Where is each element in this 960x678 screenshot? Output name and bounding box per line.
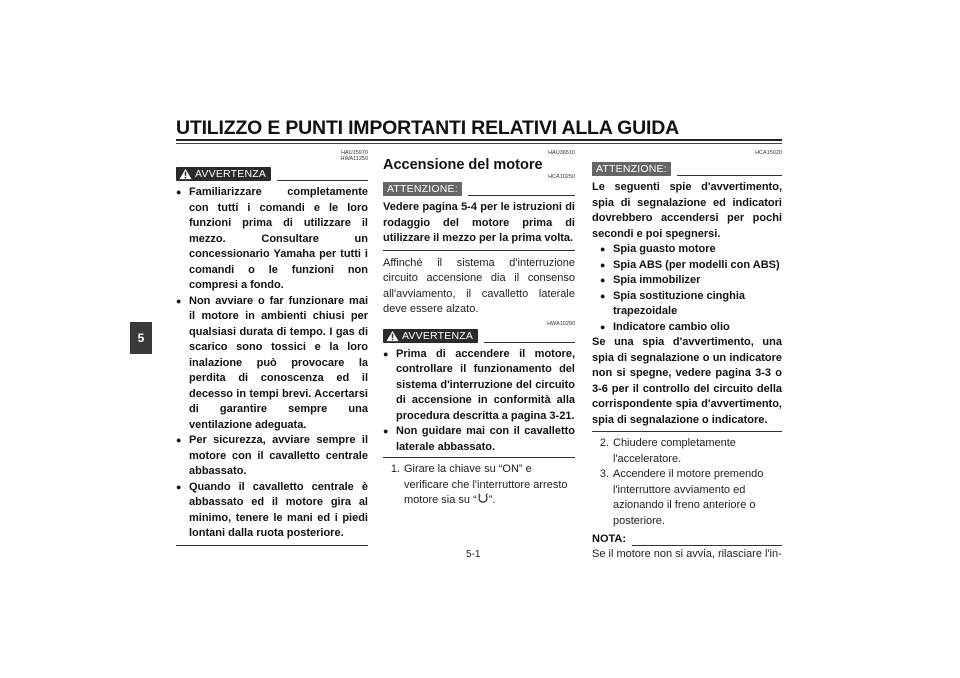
chapter-tab: 5 — [130, 322, 152, 354]
list-item — [600, 289, 782, 320]
step-text: Accendere il motore premendo l'interruttore avviamento ed azionando il freno anteriore o posteriore. — [613, 468, 764, 527]
list-item — [176, 185, 368, 294]
attention-badge: ATTENZIONE: — [383, 182, 462, 196]
bullet-icon: ● — [600, 290, 606, 301]
warning-end-rule — [383, 457, 575, 458]
warning-header — [176, 166, 368, 182]
list-item-text: Quando il cavalletto centrale è abbassato ed il motore gira al minimo, tenere le mani ed i piedi lontani dalla ruota posteriore. — [189, 480, 368, 539]
reference-code: HAU15970 — [341, 150, 368, 156]
step-number: 2. — [599, 437, 609, 449]
warning-rule — [277, 180, 368, 181]
bullet-icon: ● — [600, 275, 606, 285]
attention-text: Le seguenti spie d'avvertimento, spia di segnalazione ed indicatori dovrebbero accendersi per pochi secondi e poi spegnersi. — [592, 181, 782, 240]
note-text: Se il motore non si avvia, rilasciare l'in- — [592, 548, 782, 560]
note-header — [592, 533, 782, 547]
column-1 — [176, 150, 368, 546]
list-item — [600, 258, 782, 274]
attention-end-rule — [592, 431, 782, 432]
reference-code: HWA11250 — [340, 156, 368, 162]
warning-triangle-icon — [386, 330, 399, 342]
engine-run-icon — [477, 493, 489, 504]
step-item — [592, 436, 782, 467]
paragraph: Affinché il sistema d'interruzione circuito accensione dia il consenso all'avviamento, il cavalletto laterale deve essere alzato. — [383, 256, 575, 315]
step-text-main: Girare la chiave su “ON” e verificare che l'interruttore arresto motore sia su “ — [404, 463, 568, 506]
list-item-text: Spia sostituzione cinghia trapezoidale — [613, 289, 746, 317]
list-item-text: Non guidare mai con il cavalletto laterale abbassato. — [396, 425, 575, 453]
list-item — [383, 424, 575, 455]
title-rule — [176, 139, 782, 141]
step-number: 1. — [390, 463, 400, 475]
list-item-text: Spia ABS (per modelli con ABS) — [613, 258, 780, 271]
attention-note: Se una spia d'avvertimento, una spia di segnalazione o un indicatore non si spegne, vedere pagina 3-3 o 3-6 per il controllo del circuito della corrispondente spia d'avvertimento, spia di segnalazione o indicatore. — [592, 336, 782, 426]
warning-end-rule — [176, 545, 368, 546]
column-2 — [383, 150, 575, 509]
title-rule-thin — [176, 143, 782, 144]
step-text: Chiudere completamente l'acceleratore. — [613, 437, 736, 465]
section-title: Accensione del motore — [383, 157, 543, 173]
step-item — [383, 462, 575, 509]
list-item-text: Per sicurezza, avviare sempre il motore con il cavalletto centrale abbassato. — [189, 434, 368, 477]
warning-label: AVVERTENZA — [402, 329, 474, 342]
bullet-icon: ● — [176, 295, 182, 306]
list-item-text: Familiarizzare completamente con tutti i comandi e le loro funzioni prima di utilizzare il mezzo. Consultare un concessionario Yamaha per tutti i comandi o le funzioni non compresi a fondo. — [189, 186, 368, 291]
warning-header — [383, 328, 575, 344]
step-number: 3. — [599, 468, 609, 480]
reference-code: HAU36510 — [548, 150, 575, 156]
list-item — [600, 273, 782, 289]
list-item-text: Spia guasto motore — [613, 243, 716, 255]
list-item — [600, 320, 782, 336]
step-text-end: ”. — [488, 494, 496, 506]
note-label: NOTA: — [592, 533, 627, 546]
note-rule — [632, 545, 782, 546]
attention-badge: ATTENZIONE: — [592, 162, 671, 176]
bullet-icon: ● — [176, 481, 182, 492]
bullet-icon: ● — [383, 348, 389, 359]
list-item-text: Indicatore cambio olio — [613, 320, 730, 333]
list-item — [176, 433, 368, 480]
bullet-icon: ● — [176, 435, 182, 445]
page-title: UTILIZZO E PUNTI IMPORTANTI RELATIVI ALLA GUIDA — [176, 117, 679, 139]
warning-triangle-icon — [179, 168, 192, 180]
warning-badge — [383, 329, 478, 343]
bullet-icon: ● — [600, 244, 606, 254]
list-item-text: Prima di accendere il motore, controllare il funzionamento del sistema d'interruzione del circuito di accensione in conformità alla procedura descritta a pagina 3-21. — [396, 347, 575, 422]
reference-code: HCA10250 — [548, 174, 575, 180]
bullet-icon: ● — [600, 321, 606, 332]
attention-header — [592, 161, 782, 177]
step-text — [404, 462, 575, 509]
list-item-text: Non avviare o far funzionare mai il motore in ambienti chiusi per qualsiasi durata di tempo. I gas di scarico sono tossici e la loro inalazione può provocare la perdita di conoscenza ed il decesso in tempi brevi. Accertarsi di garantire sempre una ventilazione adeguata. — [189, 294, 368, 431]
warning-label: AVVERTENZA — [195, 168, 267, 180]
attention-text: Vedere pagina 5-4 per le istruzioni di rodaggio del motore prima di utilizzare il mezzo per la prima volta. — [383, 201, 575, 244]
reference-code: HCA15020 — [755, 150, 782, 156]
attention-header — [383, 181, 575, 197]
list-item — [600, 242, 782, 258]
list-item — [176, 294, 368, 434]
warning-rule — [484, 342, 575, 343]
page-number: 5-1 — [466, 549, 481, 560]
column-3 — [592, 150, 782, 563]
list-item-text: Spia immobilizer — [613, 274, 701, 286]
list-item — [383, 347, 575, 425]
bullet-icon: ● — [176, 187, 182, 197]
warning-badge — [176, 167, 271, 181]
attention-rule — [468, 195, 575, 196]
reference-code: HWA10290 — [547, 320, 575, 327]
attention-rule — [677, 175, 782, 176]
list-item — [176, 480, 368, 542]
bullet-icon: ● — [383, 426, 389, 436]
step-item — [592, 467, 782, 529]
attention-end-rule — [383, 250, 575, 251]
bullet-icon: ● — [600, 259, 606, 270]
